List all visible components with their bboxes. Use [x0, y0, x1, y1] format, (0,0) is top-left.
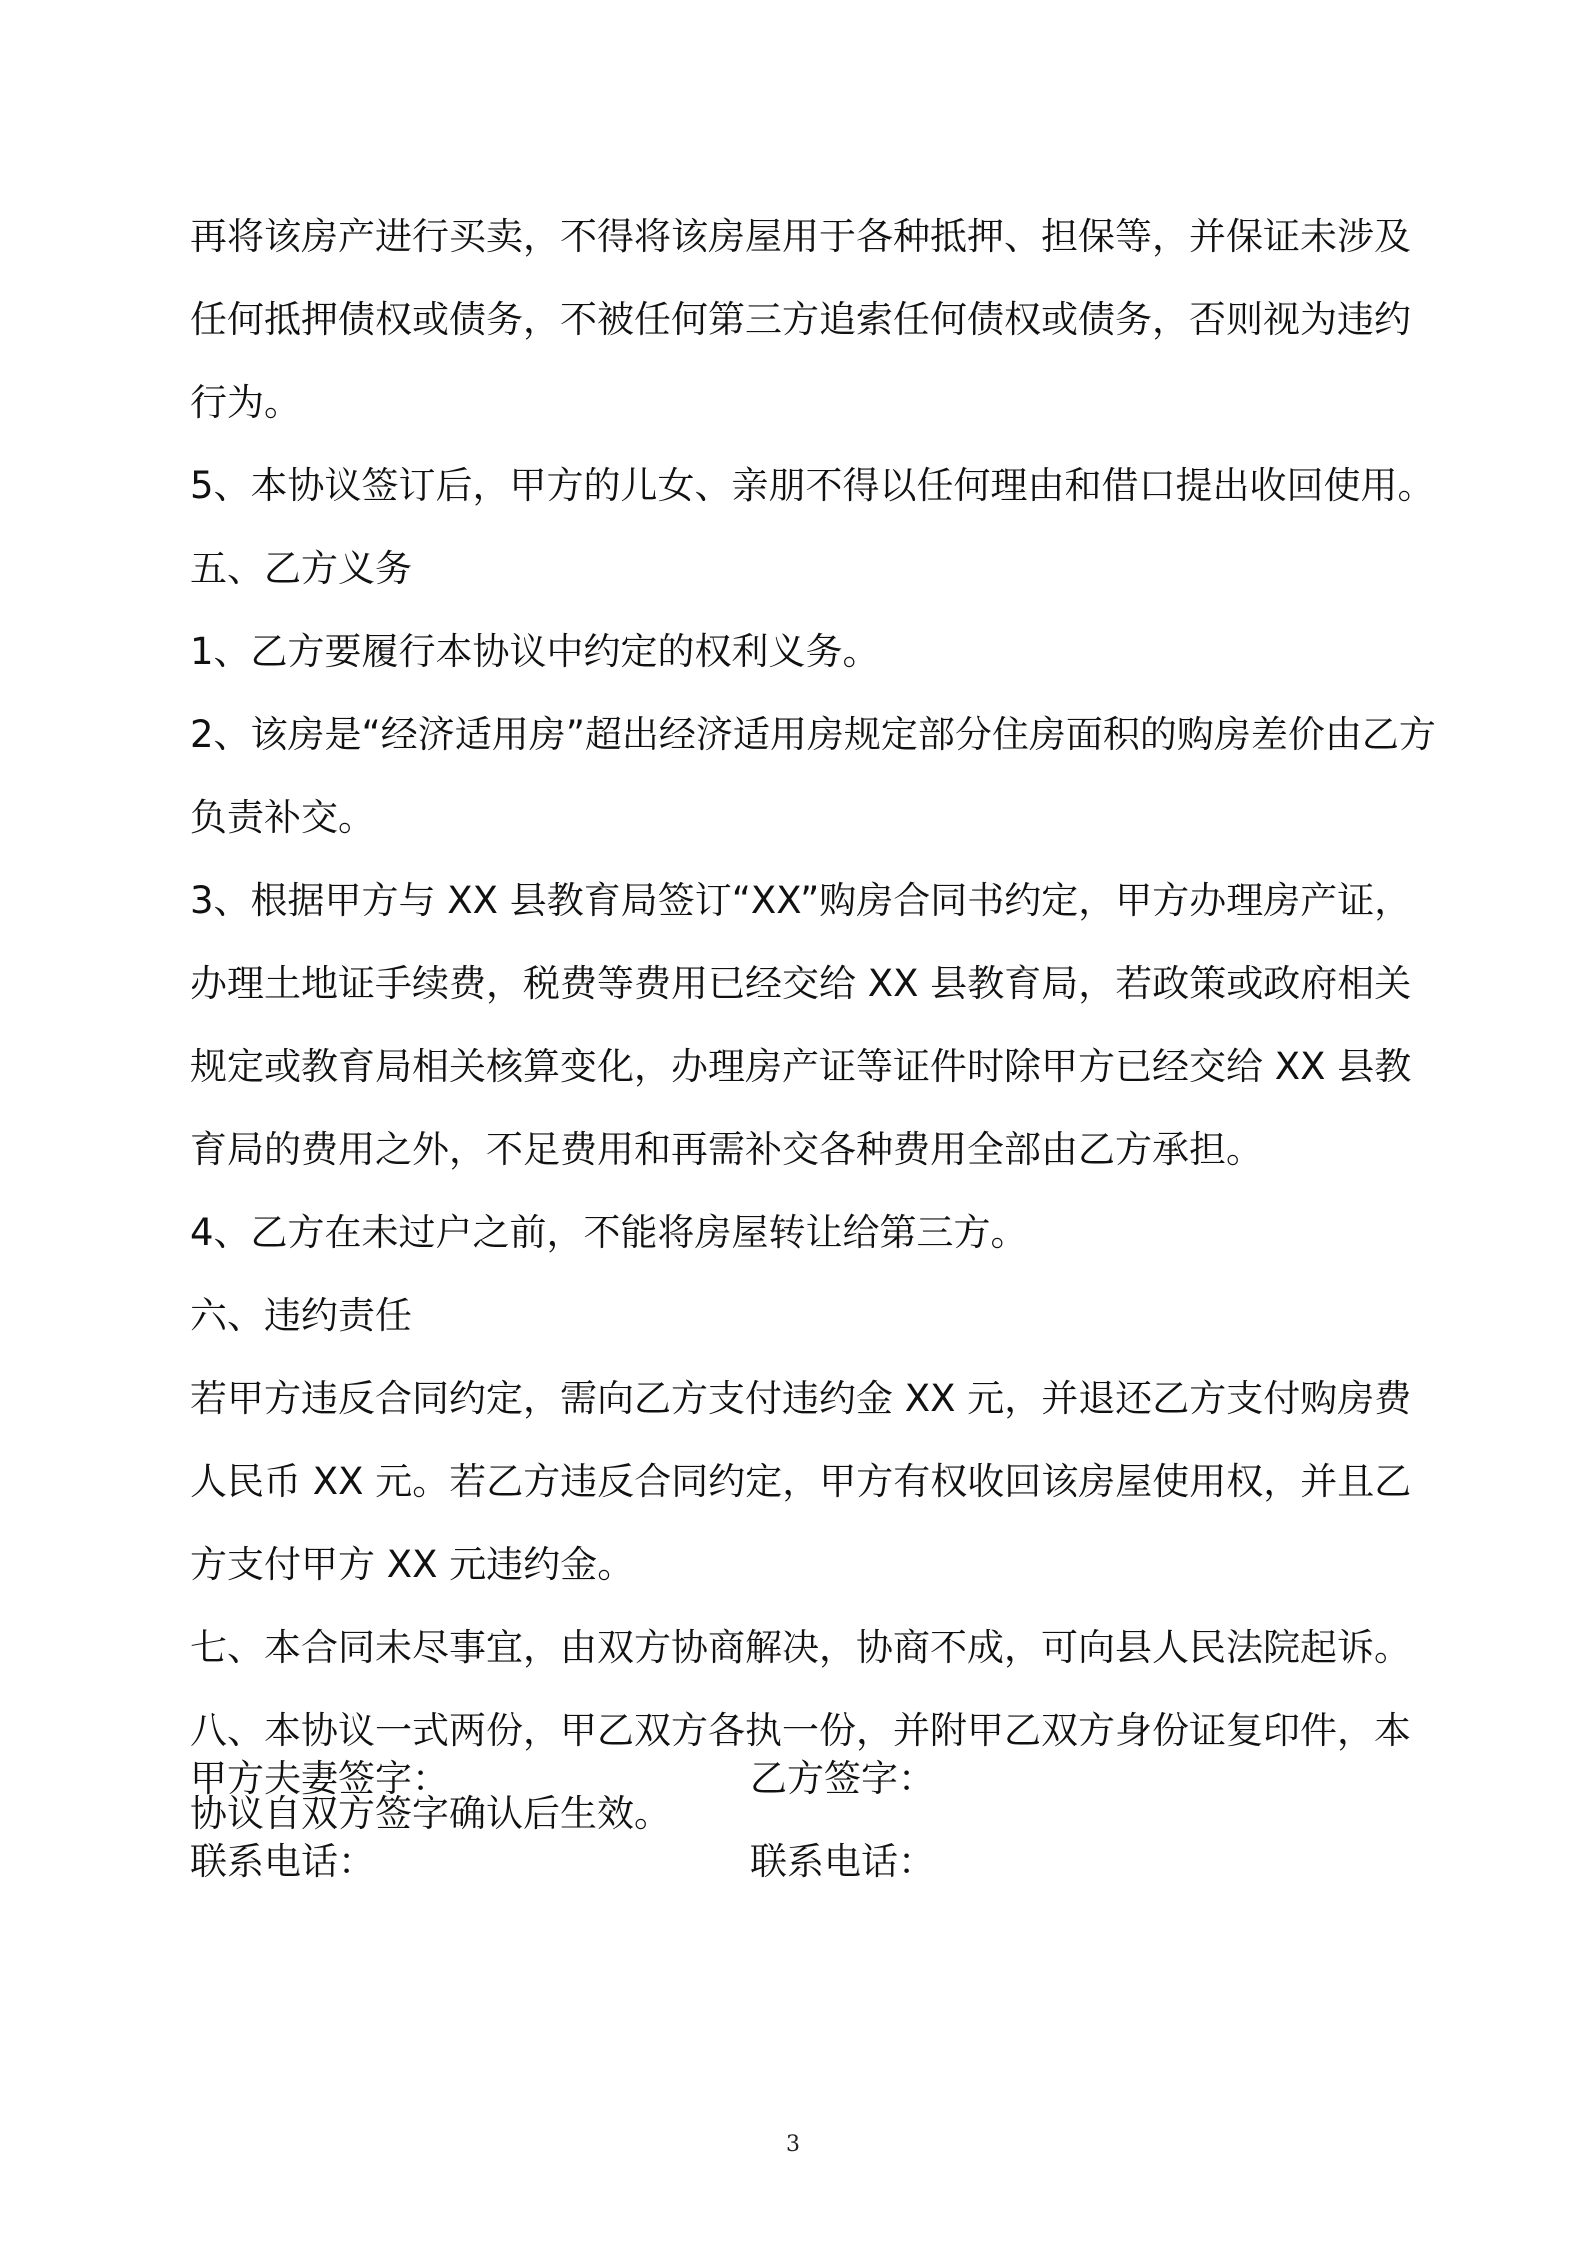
clause-5-item-2: 2、该房是“经济适用房”超出经济适用房规定部分住房面积的购房差价由乙方负责补交。	[190, 713, 1436, 839]
party-b-signature-label: 乙方签字：	[750, 1757, 935, 1800]
section-heading-breach-liability: 六、违约责任	[190, 1294, 412, 1337]
clause-6-breach-terms: 若甲方违反合同约定，需向乙方支付违约金 XX 元，并退还乙方支付购房费人民币 XX 元。若乙方违反合同约定，甲方有权收回该房屋使用权，并且乙方支付甲方 XX 元违约金。	[190, 1377, 1412, 1586]
party-a-phone-label: 联系电话：	[190, 1840, 375, 1883]
section-7-dispute-resolution: 七、本合同未尽事宜，由双方协商解决，协商不成，可向县人民法院起诉。	[190, 1626, 1411, 1669]
clause-5-item-4: 4、乙方在未过户之前，不能将房屋转让给第三方。	[190, 1211, 1028, 1254]
contract-body	[190, 195, 1440, 1855]
party-b-phone-label: 联系电话：	[750, 1840, 935, 1883]
party-a-signature-label: 甲方夫妻签字：	[190, 1757, 449, 1800]
section-8-copies-effectiveness: 八、本协议一式两份，甲乙双方各执一份，并附甲乙双方身份证复印件，本协议自双方签字确认后生效。	[190, 1709, 1411, 1835]
page-number: 3	[786, 2132, 800, 2157]
signature-row	[190, 1737, 1440, 1820]
clause-5-item-3: 3、根据甲方与 XX 县教育局签订“XX”购房合同书约定，甲方办理房产证，办理土地证手续费，税费等费用已经交给 XX 县教育局，若政策或政府相关规定或教育局相关核算变化，办理房产证等证件时除甲方已经交给 XX 县教育局的费用之外，不足费用和再需补交各种费用全部由乙方承担。	[190, 879, 1412, 1171]
section-heading-party-b-obligations: 五、乙方义务	[190, 547, 412, 590]
phone-row	[190, 1820, 1440, 1903]
clause-4-item-5: 5、本协议签订后，甲方的儿女、亲朋不得以任何理由和借口提出收回使用。	[190, 464, 1435, 507]
clause-5-item-1: 1、乙方要履行本协议中约定的权利义务。	[190, 630, 880, 673]
paragraph-continuation: 再将该房产进行买卖，不得将该房屋用于各种抵押、担保等，并保证未涉及任何抵押债权或债务，不被任何第三方追索任何债权或债务，否则视为违约行为。	[190, 215, 1411, 424]
